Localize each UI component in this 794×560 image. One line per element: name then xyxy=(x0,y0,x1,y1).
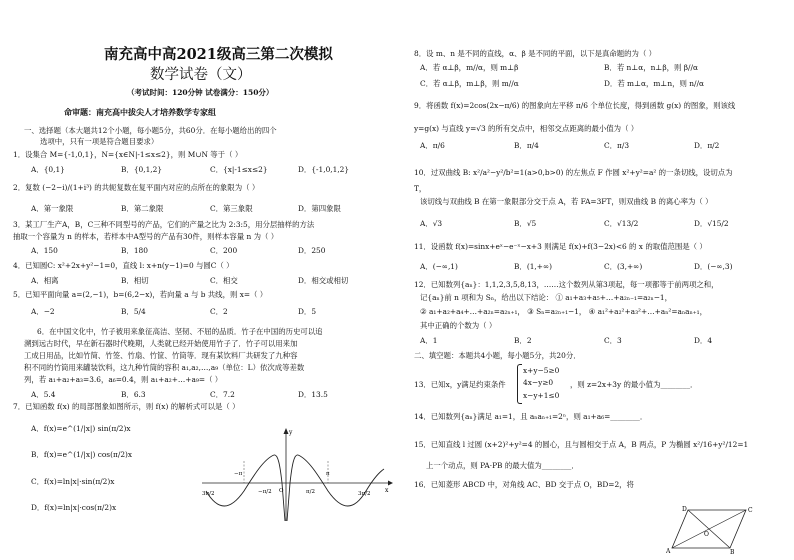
q13-constraint-2: 4x−y≥0 xyxy=(523,378,554,387)
y-axis-label: y xyxy=(289,429,293,436)
q9-option-d: D．π/2 xyxy=(694,141,720,150)
q1-option-a: A．{0,1} xyxy=(31,165,65,174)
exam-title: 南充高中高2021级高三第二次模拟 xyxy=(104,46,333,63)
q3-option-a: A．150 xyxy=(31,246,58,255)
q6-line5: 列，若 a₁+a₂+a₃=3.6，a₆=0.4，则 a₁+a₂+…+a₉=（ ） xyxy=(24,375,223,384)
author-line: 命审题：南充高中拔尖人才培养数学专家组 xyxy=(64,107,216,117)
q9-option-c: C．π/3 xyxy=(604,141,630,150)
label-d: D xyxy=(682,506,687,513)
q4-option-a: A．相离 xyxy=(31,276,59,285)
q3-option-d: D．250 xyxy=(298,246,326,255)
label-b: B xyxy=(730,549,735,554)
q6-option-c: C．7.2 xyxy=(210,390,235,399)
q9-line1: 9．将函数 f(x)=2cos(2x−π/6) 的图象向左平移 π/6 个单位长度，得到函数 g(x) 的图象，则该线 xyxy=(414,101,736,110)
q8-option-b: B．若 n⊥α，n⊥β，则 β//α xyxy=(604,63,699,72)
origin-label: O xyxy=(279,488,284,494)
tick-label-4: π/2 xyxy=(306,489,315,495)
q7-option-d: D．f(x)=ln|x|·cos(π/2)x xyxy=(31,503,117,512)
diagonal-bd xyxy=(688,510,730,548)
q7-stem: 7．已知函数 f(x) 的局部图象如图所示，则 f(x) 的解析式可以是（ ） xyxy=(13,402,240,411)
q6-line1: 6．在中国文化中，竹子被用来象征高洁、坚韧、不屈的品质．竹子在中国的历史可以追 xyxy=(37,327,323,336)
q13-intro: 13．已知x，y满足约束条件 xyxy=(414,380,506,389)
q9-option-a: A．π/6 xyxy=(420,141,445,150)
q13-brace xyxy=(517,364,522,404)
q1-option-c: C．{x|-1≤x≤2} xyxy=(210,165,268,174)
q5-option-c: C．2 xyxy=(210,307,228,316)
q12-line2: 记{aₙ}前 n 项和为 Sₙ，给出以下结论： ① a₁+a₃+a₅+…+a₂ₙ₋₁=a₂ₙ−1， xyxy=(420,293,672,302)
q2-stem: 2．复数 (−2−i)/(1+i³) 的共轭复数在复平面内对应的点所在的象限为（ ） xyxy=(13,183,260,192)
q5-stem: 5．已知平面向量 a=(2,−1)，b=(6,2−x)，若向量 a 与 b 共线，则 x=（ ） xyxy=(13,290,268,299)
x-axis-arrow xyxy=(388,481,393,486)
q8-option-a: A．若 α⊥β，m//α，则 m⊥β xyxy=(420,63,519,72)
q7-option-c: C．f(x)=ln|x|·sin(π/2)x xyxy=(31,477,115,486)
tick-label-2: −π xyxy=(234,471,243,477)
q7-curve xyxy=(206,455,384,521)
q12-option-b: B．2 xyxy=(514,336,532,345)
exam-info: （考试时间：120分钟 试卷满分：150分） xyxy=(127,88,274,97)
q6-option-b: B．6.3 xyxy=(121,390,146,399)
q2-option-a: A．第一象限 xyxy=(31,204,74,213)
q3-option-c: C．200 xyxy=(210,246,238,255)
tick-label-6: 3π/2 xyxy=(358,491,371,497)
q7-option-b: B．f(x)=e^(1/|x|) cos(π/2)x xyxy=(31,450,133,459)
q7-option-a: A．f(x)=e^(1/|x|) sin(π/2)x xyxy=(31,424,131,433)
q15-line2: 上一个动点，则 PA·PB 的最大值为________． xyxy=(426,461,579,470)
q4-option-c: C．相交 xyxy=(210,276,238,285)
q8-option-c: C．若 α⊥β，m⊥β，则 m//α xyxy=(420,79,519,88)
q12-line3: ② a₁+a₂+a₄+…+a₂ₙ=a₂ₙ₊₁， ③ Sₙ=a₂ₙ₊₁−1， ④ a₁²+a₂²+a₃²+…+aₙ²=aₙaₙ₊₁， xyxy=(420,307,708,316)
q1-option-b: B．{0,1,2} xyxy=(121,165,163,174)
q12-option-c: C．3 xyxy=(604,336,622,345)
label-a: A xyxy=(666,548,671,554)
q10-option-d: D．√15/2 xyxy=(694,219,729,228)
q16-stem: 16．已知菱形 ABCD 中，对角线 AC、BD 交于点 O，BD=2，将 xyxy=(414,480,634,489)
q4-option-b: B．相切 xyxy=(121,276,149,285)
tick-label-5: π xyxy=(326,471,330,477)
q2-option-c: C．第三象限 xyxy=(210,204,253,213)
q13-constraint-1: x+y−5≥0 xyxy=(523,366,560,375)
q2-option-b: B．第二象限 xyxy=(121,204,164,213)
q15-line1: 15．已知直线 l 过圆 (x+2)²+y²=4 的圆心，且与圆相交于点 A，B 两点，P 为椭圆 x²/16+y²/12=1 xyxy=(414,440,749,449)
y-axis-arrow xyxy=(284,428,289,434)
q6-line2: 溯到远古时代，早在新石器时代晚期，人类就已经开始使用竹子了．竹子可以用来加 xyxy=(24,339,298,348)
q3-line1: 3．某工厂生产A，B，C三种不同型号的产品，它们的产量之比为 2:3:5，用分层抽样的方法 xyxy=(13,220,315,229)
section2-heading: 二、填空题：本题共4小题，每小题5分，共20分． xyxy=(414,351,581,360)
q10-option-a: A．√3 xyxy=(420,219,443,228)
q11-option-b: B．(1,+∞) xyxy=(514,262,552,271)
q12-option-a: A．1 xyxy=(420,336,438,345)
section1-heading: 一、选择题（本大题共12个小题，每小题5分，共60分．在每小题给出的四个 xyxy=(24,126,277,135)
label-c: C xyxy=(748,507,753,514)
q10-line3: 该切线与双曲线 B 在第一象限部分交于点 A，若 FA=3FT，则双曲线 B 的离心率为（ ） xyxy=(420,197,713,206)
q5-option-b: B．5/4 xyxy=(121,307,146,316)
q3-line2: 抽取一个容量为 n 的样本，若样本中A型号的产品有30件，则样本容量 n 为（ ） xyxy=(13,232,279,241)
q6-option-d: D．13.5 xyxy=(298,390,328,399)
x-axis-label: x xyxy=(385,487,389,494)
q11-stem: 11．设函数 f(x)=sinx+eˣ−e⁻ˣ−x+3 则满足 f(x)+f(3−2x)<6 的 x 的取值范围是（ ） xyxy=(414,242,707,251)
label-o: O xyxy=(704,531,709,538)
q16-rhombus-figure xyxy=(666,506,758,554)
q8-stem: 8．设 m、n 是不同的直线，α、β 是不同的平面，以下是真命题的为（ ） xyxy=(414,49,657,58)
q10-option-b: B．√5 xyxy=(514,219,537,228)
q2-option-d: D．第四象限 xyxy=(298,204,341,213)
q12-line1: 12．已知数列{aₙ}：1,1,2,3,5,8,13，……这个数列从第3项起，每一项都等于前两项之和， xyxy=(414,280,719,289)
q8-option-d: D．若 m⊥α，m⊥n，则 n//α xyxy=(604,79,704,88)
q12-option-d: D．4 xyxy=(694,336,713,345)
q10-option-c: C．√13/2 xyxy=(604,219,639,228)
q11-option-a: A．(−∞,1) xyxy=(420,262,458,271)
q10-line1: 10．过双曲线 B: x²/a²−y²/b²=1(a>0,b>0) 的左焦点 F 作圆 x²+y²=a² 的一条切线，设切点为 xyxy=(414,168,733,177)
q4-stem: 4．已知圆C: x²+2x+y²−1=0，直线 l: x+n(y−1)=0 与圆C（ ） xyxy=(13,261,234,270)
exam-subtitle: 数学试卷（文） xyxy=(150,67,252,83)
q9-option-b: B．π/4 xyxy=(514,141,539,150)
q4-option-d: D．相交或相切 xyxy=(298,276,349,285)
q12-line4: 其中正确的个数为（ ） xyxy=(420,321,497,330)
section1-heading2: 选项中，只有一项是符合题目要求） xyxy=(40,137,159,146)
q10-line2: T， xyxy=(414,184,427,193)
q1-option-d: D．{-1,0,1,2} xyxy=(298,165,350,174)
q7-function-graph xyxy=(198,425,394,525)
q11-option-c: C．(3,+∞) xyxy=(604,262,643,271)
q5-option-d: D．5 xyxy=(298,307,317,316)
tick-label-1: 3π/2 xyxy=(202,491,215,497)
q6-line3: 工成日用品，比如竹简、竹签、竹扇、竹筐、竹筒等．现有某饮料厂共研发了九种容 xyxy=(24,351,298,360)
q6-option-a: A．5.4 xyxy=(31,390,56,399)
q3-option-b: B．180 xyxy=(121,246,148,255)
q5-option-a: A．−2 xyxy=(31,307,55,316)
tick-label-3: −π/2 xyxy=(258,489,272,495)
q6-line4: 积不同的竹筒用来罐装饮料，这九种竹筒的容积 a₁,a₂,…,a₉（单位：L）依次成等差数 xyxy=(24,363,305,372)
q13-tail: ，则 z=2x+3y 的最小值为________． xyxy=(570,380,698,389)
q14-stem: 14．已知数列{aₙ}满足 a₁=1，且 aₙaₙ₊₁=2ⁿ，则 a₁+a₆=________． xyxy=(414,412,648,421)
q11-option-d: D．(−∞,3) xyxy=(694,262,733,271)
q13-constraint-3: x−y+1≤0 xyxy=(523,391,560,400)
q1-stem: 1．设集合 M={-1,0,1}，N={x∈N|-1≤x≤2}，则 M∪N 等于（ ） xyxy=(13,150,243,159)
q9-line2: y=g(x) 与直线 y=√3 的所有交点中，相邻交点距离的最小值为（ ） xyxy=(414,124,639,133)
